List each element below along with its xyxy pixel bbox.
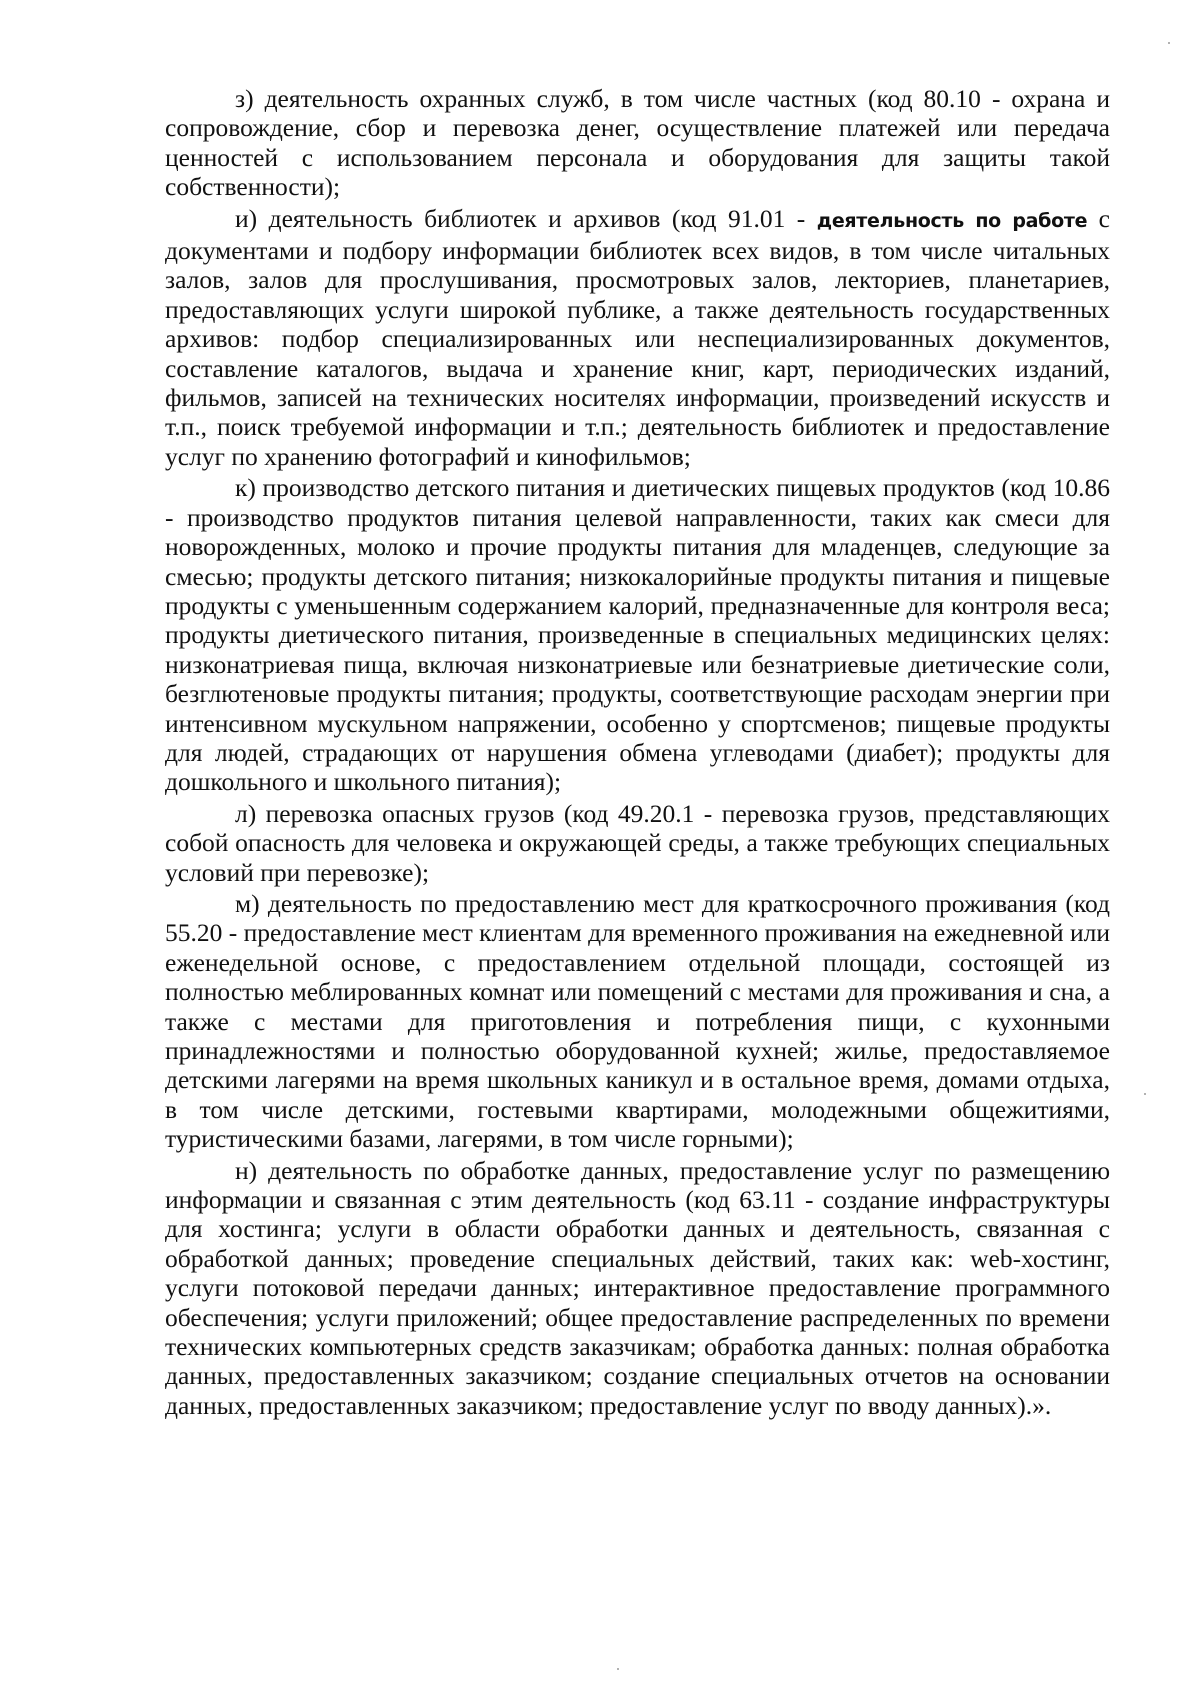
scan-speck (1168, 42, 1170, 44)
paragraph-k: к) производство детского питания и диетических пищевых продуктов (код 10.86 - производство продуктов питания целевой направленности, таких как смеси для новорожденных, молоко и прочие продукты питания для младенцев, следующие за смесью; продукты детского питания; низкокалорийные продукты питания и пищевые продукты с уменьшенным содержанием калорий, предназначенные для контроля веса; продукты диетического питания, произведенные в специальных медицинских целях: низконатриевая пища, включая низконатриевые или безнатриевые диетические соли, безглютеновые продукты питания; продукты, соответствующие расходам энергии при интенсивном мускульном напряжении, особенно у спортсменов; пищевые продукты для людей, страдающих от нарушения обмена углеводами (диабет); продукты для дошкольного и школьного питания); (165, 473, 1110, 797)
scan-speck (617, 1668, 619, 1670)
paragraph-l: л) перевозка опасных грузов (код 49.20.1 - перевозка грузов, представляющих собой опасность для человека и окружающей среды, а также требующих специальных условий при перевозке); (165, 798, 1110, 887)
paragraph-i-alt-font-fragment: деятельность по работе (816, 209, 1088, 232)
document-body (165, 84, 1110, 1422)
paragraph-z: з) деятельность охранных служб, в том числе частных (код 80.10 - охрана и сопровождение, сбор и перевозка денег, осуществление платежей или передача ценностей с использованием персонала и оборудования для защиты такой собственности); (165, 84, 1110, 202)
scan-speck (1144, 1093, 1146, 1095)
paragraph-i-text-end: с документами и подбору информации библиотек всех видов, в том числе читальных залов, залов для прослушивания, просмотровых залов, лекториев, планетариев, предоставляющих услуги широкой публике, а также деятельность государственных архивов: подбор специализированных или неспециализированных документов, составление каталогов, выдача и хранение книг, карт, периодических изданий, фильмов, записей на технических носителях информации, произведений искусств и т.п., поиск требуемой информации и т.п.; деятельность библиотек и предоставление услуг по хранению фотографий и кинофильмов; (165, 203, 1110, 471)
paragraph-i-text-start: и) деятельность библиотек и архивов (код 91.01 - (235, 203, 817, 233)
paragraph-i (165, 204, 1110, 472)
paragraph-n: н) деятельность по обработке данных, предоставление услуг по размещению информации и связанная с этим деятельность (код 63.11 - создание инфраструктуры для хостинга; услуги в области обработки данных и деятельность, связанная с обработкой данных; проведение специальных действий, таких как: web-хостинг, услуги потоковой передачи данных; интерактивное предоставление программного обеспечения; услуги приложений; общее предоставление распределенных по времени технических компьютерных средств заказчикам; обработка данных: полная обработка данных, предоставленных заказчиком; создание специальных отчетов на основании данных, предоставленных заказчиком; предоставление услуг по вводу данных).». (165, 1155, 1110, 1420)
paragraph-m: м) деятельность по предоставлению мест для краткосрочного проживания (код 55.20 - предоставление мест клиентам для временного проживания на ежедневной или еженедельной основе, с предоставлением отдельной площади, состоящей из полностью меблированных комнат или помещений с местами для проживания и сна, а также с местами для приготовления и потребления пищи, с кухонными принадлежностями и полностью оборудованной кухней; жилье, предоставляемое детскими лагерями на время школьных каникул и в остальное время, домами отдыха, в том числе детскими, гостевыми квартирами, молодежными общежитиями, туристическими базами, лагерями, в том числе горными); (165, 888, 1111, 1154)
